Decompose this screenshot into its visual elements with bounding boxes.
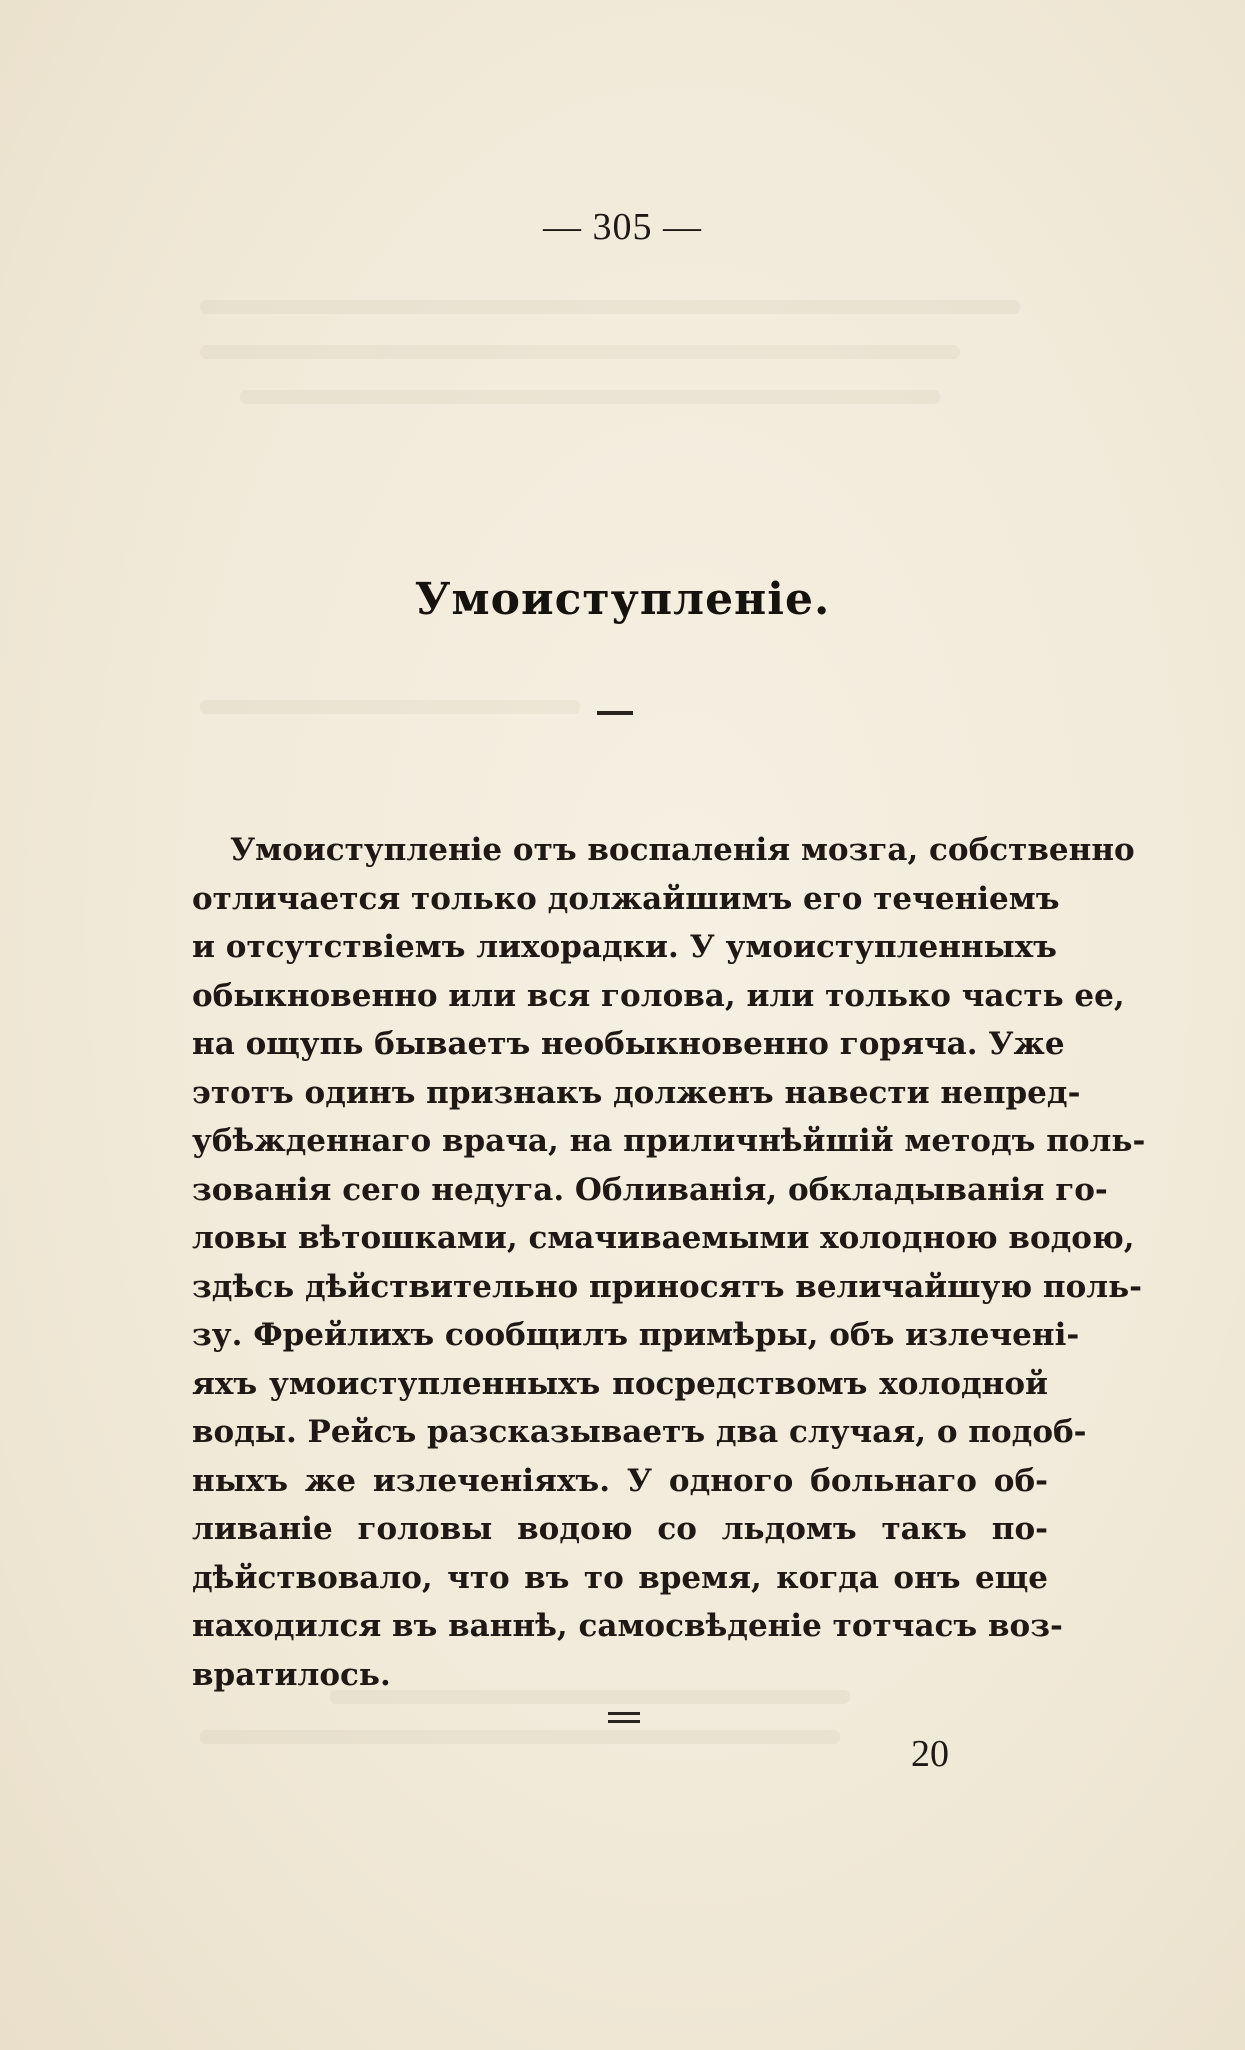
- show-through-line: [200, 1730, 840, 1744]
- show-through-line: [240, 390, 940, 404]
- text-line: яхъ умоиступленныхъ посредствомъ холодной: [192, 1365, 1048, 1402]
- page-number: — 305 —: [543, 206, 702, 248]
- text-line: этотъ одинъ признакъ долженъ навести непред-: [192, 1074, 1081, 1111]
- chapter-title: Умоиступленіе.: [414, 574, 831, 625]
- text-line: зу. Фрейлихъ сообщилъ примѣры, объ излеченi-: [192, 1317, 1080, 1353]
- text-line: на ощупь бываетъ необыкновенно горяча. Уже: [192, 1026, 1065, 1062]
- text-line: здѣсь дѣйствительно приносятъ величайшую поль-: [192, 1268, 1143, 1305]
- text-line: зованія сего недуга. Обливанія, обкладыванія го-: [192, 1171, 1108, 1208]
- section-end-mark: [608, 1712, 640, 1724]
- signature-mark: 20: [911, 1733, 949, 1775]
- end-mark-stroke: [608, 1712, 640, 1715]
- show-through-line: [200, 300, 1020, 314]
- text-line: дѣйствовало, что въ то время, когда онъ еще: [192, 1559, 1048, 1596]
- text-line: ливаніе головы водою со льдомъ такъ по-: [192, 1511, 1048, 1547]
- text-line: отличается только должайшимъ его теченіемъ: [192, 880, 1060, 917]
- text-line: находился въ ваннѣ, самосвѣденіе тотчасъ воз-: [192, 1608, 1063, 1644]
- title-rule: [597, 711, 633, 715]
- text-line: вратилось.: [192, 1656, 391, 1693]
- text-line: и отсутствіемъ лихорадки. У умоиступленныхъ: [192, 929, 1057, 965]
- text-line: ловы вѣтошками, смачиваемыми холодною водою,: [192, 1220, 1135, 1256]
- end-mark-stroke: [608, 1720, 640, 1723]
- text-line: Умоиступленіе отъ воспаленія мозга, собственно: [230, 832, 1135, 868]
- text-line: ныхъ же излеченіяхъ. У одного больнаго об-: [192, 1462, 1048, 1499]
- text-line: обыкновенно или вся голова, или только часть ее,: [192, 977, 1125, 1014]
- text-line: воды. Рейсъ разсказываетъ два случая, о подоб-: [192, 1414, 1087, 1450]
- show-through-line: [200, 700, 580, 714]
- body-paragraph: [192, 826, 1146, 1699]
- show-through-line: [200, 345, 960, 359]
- text-line: убѣжденнаго врача, на приличнѣйшій методъ поль-: [192, 1123, 1146, 1159]
